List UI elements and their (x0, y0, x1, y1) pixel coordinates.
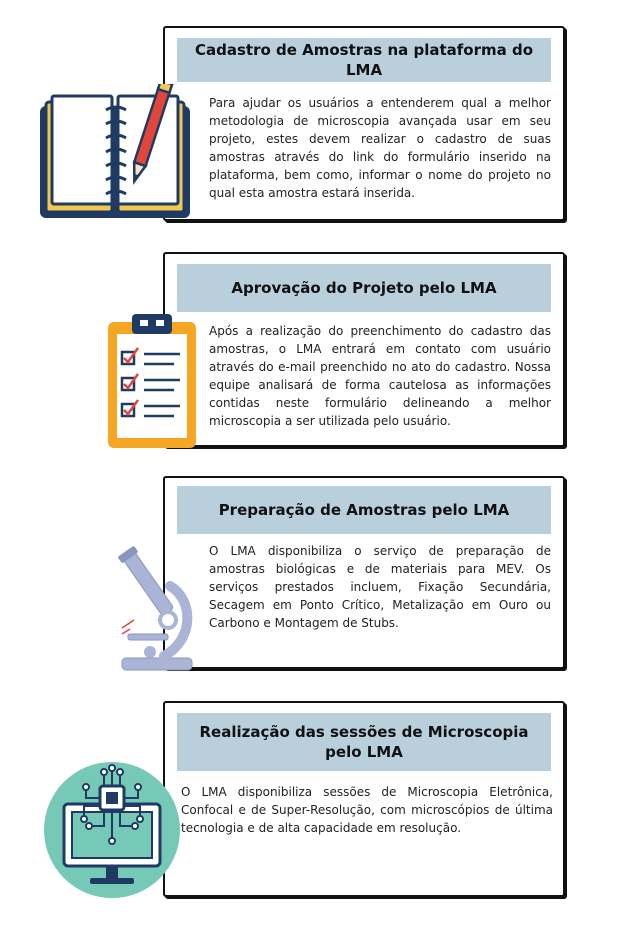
section-text: Para ajudar os usuários a entenderem qual a melhor metodologia de microscopia avançada usar em seu projeto, estes devem realizar o cadastro de suas amostras através do link do formulário inserido na plataforma, bem como, informar o nome do projeto no qual esta amostra estará inserida. (209, 96, 551, 200)
section-card-sessoes (163, 701, 565, 897)
section-card-preparacao (163, 476, 565, 669)
section-card-aprovacao (163, 252, 565, 447)
clipboard-checklist-icon (104, 312, 204, 452)
section-text: O LMA disponibiliza o serviço de preparação de amostras biológicas e de materiais para MEV. Os serviços prestados incluem, Fixação Secundária, Secagem em Ponto Crítico, Metalização em Ouro ou Carbono e Montagem de Stubs. (209, 544, 551, 630)
section-card-cadastro (163, 26, 565, 221)
notebook-pencil-icon (36, 84, 196, 224)
section-title: Preparação de Amostras pelo LMA (177, 486, 551, 534)
section-title: Realização das sessões de Microscopia pelo LMA (177, 713, 551, 771)
microscope-icon (114, 540, 198, 674)
monitor-circuit-icon (42, 760, 182, 900)
section-title: Cadastro de Amostras na plataforma do LMA (177, 38, 551, 82)
section-title: Aprovação do Projeto pelo LMA (177, 264, 551, 312)
section-text: O LMA disponibiliza sessões de Microscopia Eletrônica, Confocal e de Super-Resolução, com microscópios de última tecnologia e de alta capacidade em resolução. (181, 785, 553, 835)
section-text: Após a realização do preenchimento do cadastro das amostras, o LMA entrará em contato com usuário através do e-mail preenchido no ato do cadastro. Nossa equipe analisará de forma cautelosa as informações contidas neste formulário delineando a melhor microscopia a ser utilizada pelo usuário. (209, 324, 551, 428)
